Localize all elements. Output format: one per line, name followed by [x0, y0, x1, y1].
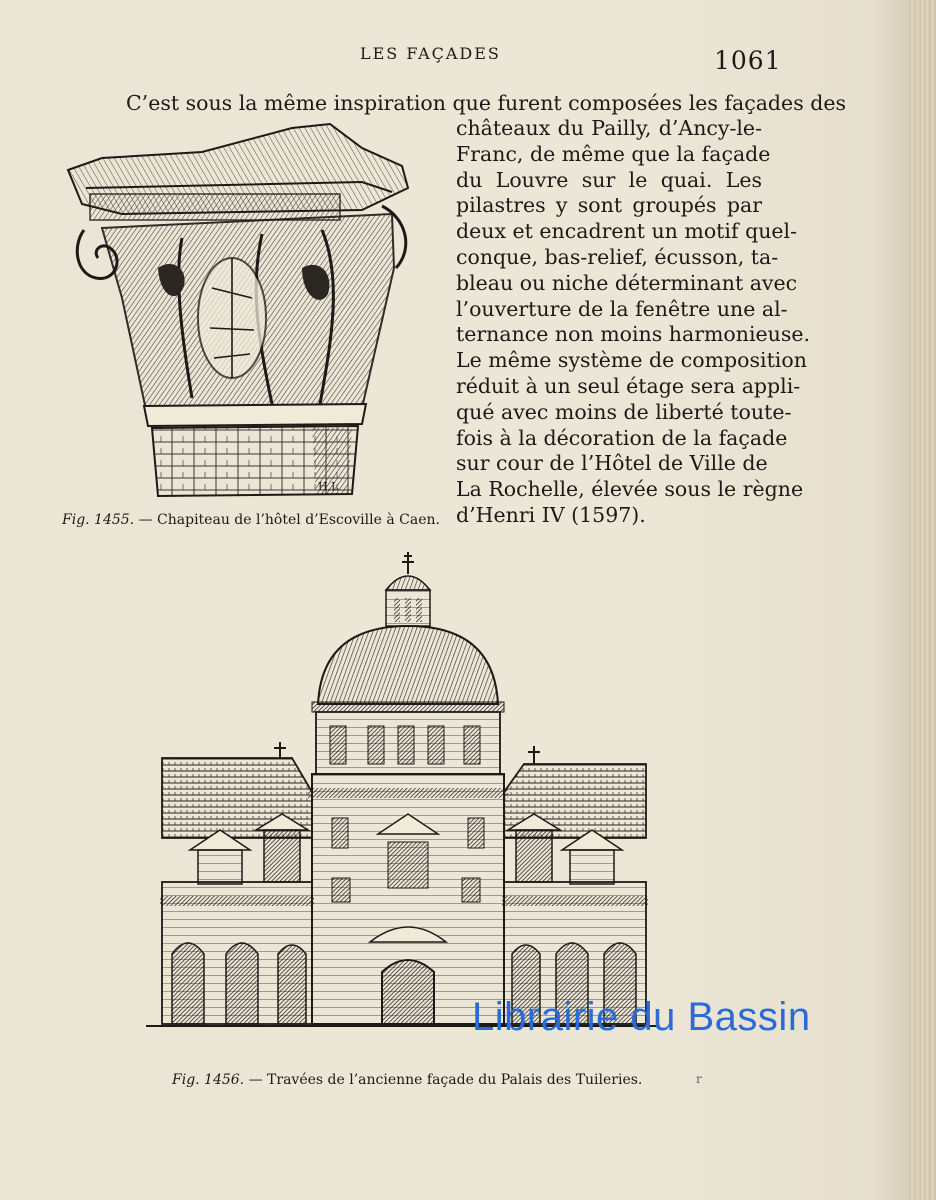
- page-number: 1061: [714, 46, 782, 75]
- text-line: l’ouverture de la fenêtre une al-: [456, 296, 788, 321]
- text-line: sur cour de l’Hôtel de Ville de: [456, 451, 768, 476]
- print-speck: r: [696, 1072, 702, 1086]
- text-line: fois à la décoration de la façade: [456, 425, 788, 450]
- body-text-column: [456, 116, 811, 529]
- figure-1456-caption-text: — Travées de l’ancienne façade du Palais des Tuileries.: [244, 1072, 643, 1088]
- text-line: du Louvre sur le quai. Les: [456, 167, 762, 192]
- lead-line: C’est sous la même inspiration que furent composées les façades des: [126, 91, 847, 115]
- seller-watermark: Librairie du Bassin: [472, 995, 811, 1039]
- figure-1456-label: Fig. 1456.: [172, 1072, 245, 1088]
- text-line: ternance non moins harmonieuse.: [456, 322, 811, 347]
- text-line: deux et encadrent un motif quel-: [456, 219, 798, 244]
- text-line: pilastres y sont groupés par: [456, 193, 762, 218]
- running-head: LES FAÇADES: [360, 44, 501, 63]
- text-line: La Rochelle, élevée sous le règne: [456, 477, 804, 502]
- text-line: châteaux du Pailly, d’Ancy-le-: [456, 116, 762, 140]
- text-line: Franc, de même que la façade: [456, 141, 771, 166]
- text-line: qué avec moins de liberté toute-: [456, 399, 792, 424]
- figure-1455-caption: [62, 512, 440, 528]
- text-line: d’Henri IV (1597).: [456, 502, 646, 527]
- text-line: réduit à un seul étage sera appli-: [456, 373, 801, 398]
- figure-1456-caption: [172, 1072, 642, 1088]
- capital-illustration: [62, 118, 418, 504]
- figure-1455-caption-text: — Chapiteau de l’hôtel d’Escoville à Caen.: [134, 512, 440, 528]
- tuileries-facade-illustration: [142, 552, 662, 1062]
- text-line: conque, bas-relief, écusson, ta-: [456, 244, 779, 269]
- page-edge-stack: [908, 0, 936, 1200]
- text-line: Le même système de composition: [456, 348, 807, 373]
- figure-1455-label: Fig. 1455.: [62, 512, 135, 528]
- text-line: bleau ou niche déterminant avec: [456, 270, 798, 295]
- illustrator-initials: H.L: [318, 480, 339, 493]
